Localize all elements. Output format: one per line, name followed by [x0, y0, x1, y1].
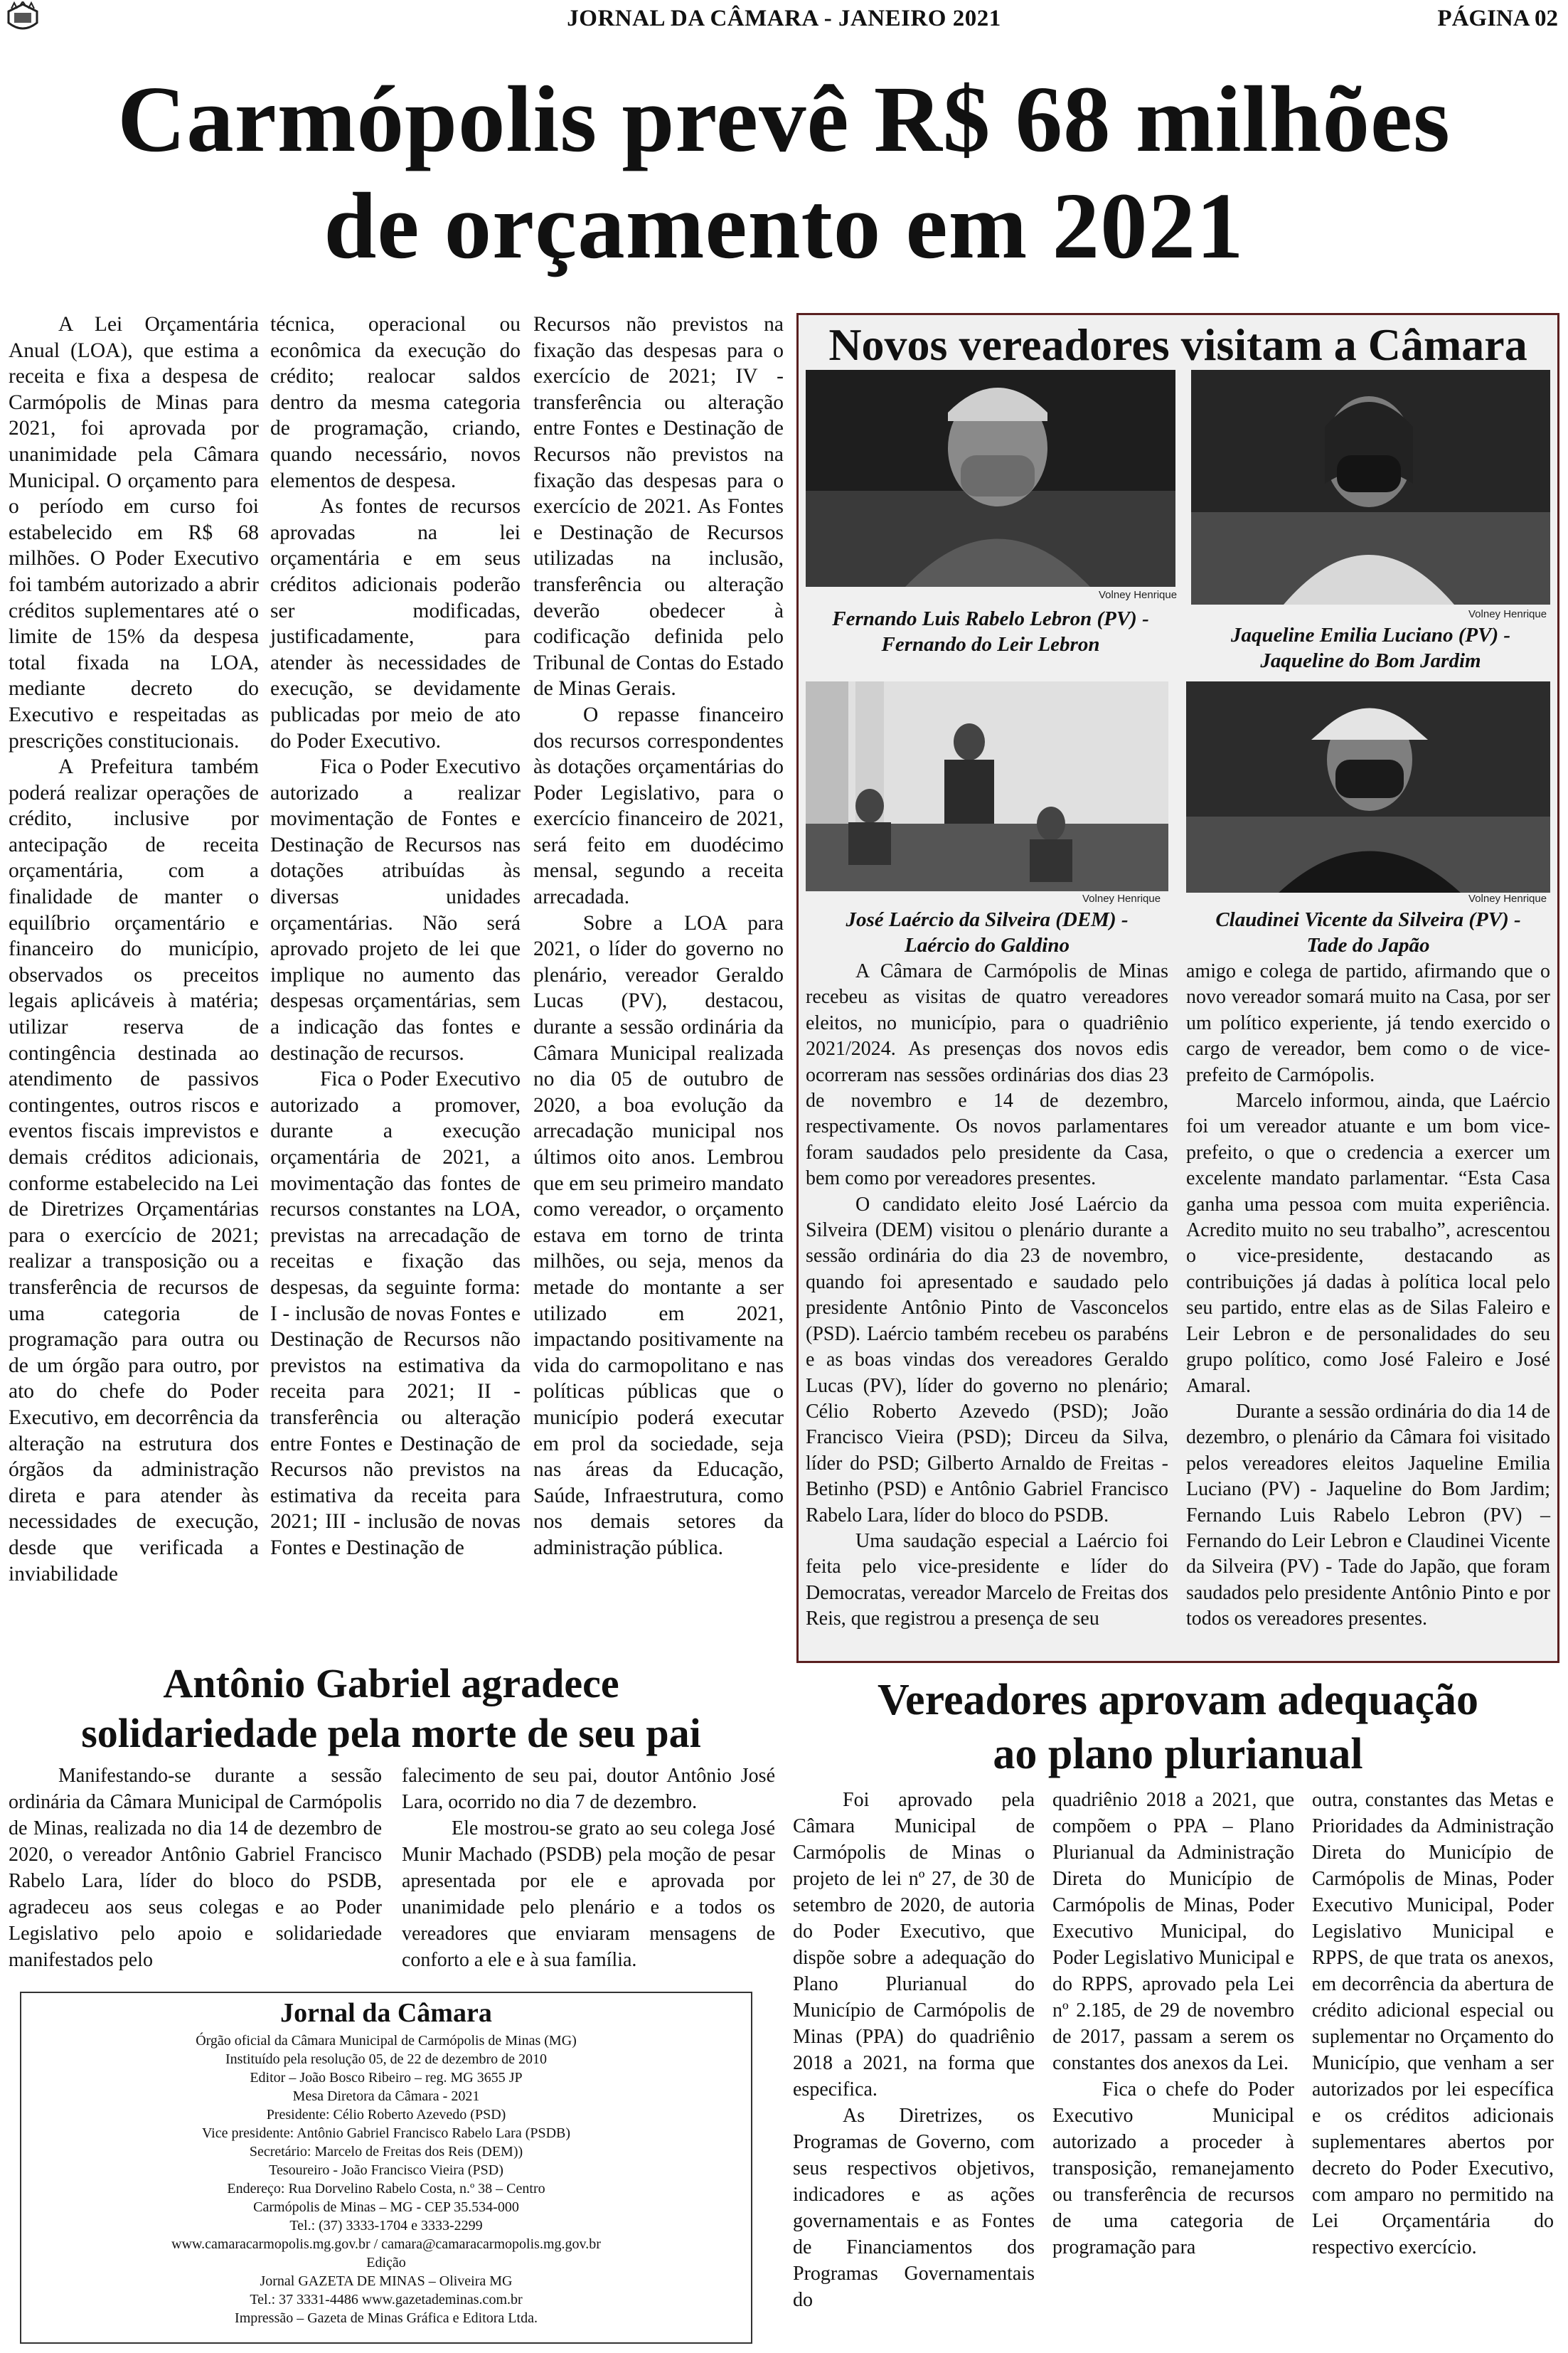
masthead-line: Editor – João Bosco Ribeiro – reg. MG 3655 JP: [250, 2070, 523, 2086]
masthead-line: Tel.: (37) 3333-1704 e 3333-2299: [289, 2218, 483, 2234]
masthead-line: Endereço: Rua Dorvelino Rabelo Costa, n.º 38 – Centro: [227, 2181, 545, 2197]
paragraph: Fica o Poder Executivo autorizado a promover, durante a execução orçamentária de 2021, a movimentação das fontes de recursos constantes na LOA, previstas na arrecadação de receitas e fixação das despesas, da seguinte forma: I - inclusão de novas Fontes e Destinação de Recursos não previstos na estimativa da receita para 2021; II - transferência ou alteração entre Fontes e Destinação de Recursos não previstos na estimativa da receita para 2021; III - inclusão de novas Fontes e Destinação de: [270, 1068, 521, 1559]
paragraph: Fica o chefe do Poder Executivo Municipal autorizado a proceder à transposição, remanejamento ou transferência de recursos de uma categoria de programação para: [1052, 2078, 1294, 2258]
ppa-article-title: Vereadores aprovam adequação ao plano plurianual: [877, 1676, 1479, 1778]
paragraph: quadriênio 2018 a 2021, que compõem o PPA – Plano Plurianual da Administração Direta do Município de Carmópolis de Minas, Poder Executivo Municipal, do Poder Legislativo Municipal e do RPPS, aprovado pela Lei nº 2.185, de 29 de novembro de 2017, passam a serem os constantes dos anexos da Lei.: [1052, 1789, 1294, 2074]
paragraph: Fica o Poder Executivo autorizado a realizar movimentação de Fontes e Destinação de Recursos nas dotações atribuídas às diversas unidades orçamentárias. Não será aprovado projeto de lei que implique no aumento das despesas orçamentárias, sem a indicação das fontes e destinação de recursos.: [270, 755, 521, 1065]
headline-line-2: de orçamento em 2021: [324, 173, 1244, 278]
masthead-line: Tesoureiro - João Francisco Vieira (PSD): [269, 2162, 503, 2178]
masthead-line: Jornal GAZETA DE MINAS – Oliveira MG: [260, 2273, 513, 2289]
photo-credit: Volney Henrique: [1099, 589, 1178, 601]
masthead-line: Instituído pela resolução 05, de 22 de dezembro de 2010: [225, 2051, 548, 2067]
page-number: PÁGINA 02: [1437, 6, 1558, 31]
masthead-line: Órgão oficial da Câmara Municipal de Carmópolis de Minas (MG): [196, 2033, 577, 2049]
paragraph: Sobre a LOA para 2021, o líder do governo no plenário, vereador Geraldo Lucas (PV), destacou, durante a sessão ordinária da Câmara Municipal realizada no dia 05 de outubro de 2020, a boa evolução da arrecadação municipal nos últimos oito anos. Lembrou que em seu primeiro mandato como vereador, o orçamento estava em torno de trinta milhões, ou seja, menos da metade do montante a ser utilizado em 2021, impactando positivamente na vida do carmopolitano e nas políticas públicas que o município poderá executar em prol da sociedade, seja nas áreas da Educação, Saúde, Infraestrutura, como nos demais setores da administração pública.: [533, 911, 784, 1559]
headline-line-1: Carmópolis prevê R$ 68 milhões: [117, 66, 1451, 171]
main-article-column-3: [533, 312, 784, 1561]
paragraph: A Câmara de Carmópolis de Minas recebeu as visitas de quatro vereadores eleitos, no município, para o quadriênio 2021/2024. As presenças dos novos edis ocorreram nas sessões ordinárias dos dias 23 de novembro e 14 de dezembro, respectivamente. Os novos parlamentares foram saudados pelo presidente da Casa, bem como por vereadores presentes.: [806, 960, 1168, 1190]
masthead-line: Vice presidente: Antônio Gabriel Francisco Rabelo Lara (PSDB): [201, 2125, 571, 2141]
photo-fernando: [806, 370, 1175, 587]
ppa-article-column-2: [1052, 1787, 1294, 2261]
photo-credit: Volney Henrique: [1468, 608, 1547, 620]
ppa-article-column-1: [793, 1787, 1035, 2313]
photo-credit: Volney Henrique: [1468, 893, 1547, 905]
main-article-column-1: [9, 312, 259, 1587]
paragraph: A Lei Orçamentária Anual (LOA), que estima a receita e fixa a despesa de Carmópolis de Minas para 2021, foi aprovada por unanimidade pela Câmara Municipal. O orçamento para o período em curso foi estabelecido em R$ 68 milhões. O Poder Executivo foi também autorizado a abrir créditos suplementares até o limite de 15% da despesa total fixada na LOA, mediante decreto do Executivo e respeitadas as prescrições constitucionais.: [9, 313, 259, 753]
masthead-line: Tel.: 37 3331-4486 www.gazetademinas.com.br: [250, 2292, 523, 2307]
paragraph: Recursos não previstos na fixação das despesas para o exercício de 2021; IV - transferência ou alteração entre Fontes e Destinação de Recursos não previstos na fixação das despesas para o exercício de 2021. As Fontes e Destinação de Recursos utilizadas na inclusão, transferência ou alteração deverão obedecer à codificação definida pelo Tribunal de Contas do Estado de Minas Gerais.: [533, 313, 784, 701]
box-article-column-2: [1186, 959, 1550, 1632]
photo-claudinei: [1186, 681, 1550, 893]
antonio-article-column-1: [9, 1763, 382, 1973]
paragraph: outra, constantes das Metas e Prioridades da Administração Direta do Município de Carmópolis de Minas, Poder Executivo Municipal, Poder Legislativo Municipal e RPPS, de que trata os anexos, em decorrência da abertura de crédito adicional especial ou suplementar no Orçamento do Município, que venham a ser autorizados por lei específica e os créditos adicionais suplementares abertos por decreto do Poder Executivo, com amparo no permitido na Lei Orçamentária do respectivo exercício.: [1312, 1789, 1554, 2258]
paragraph: Foi aprovado pela Câmara Municipal de Carmópolis de Minas o projeto de lei nº 27, de 30 de setembro de 2020, de autoria do Poder Executivo, que dispõe sobre a adequação do Plano Plurianual do Município de Carmópolis de Minas (PPA) do quadriênio 2018 a 2021, na forma que especifica.: [793, 1789, 1035, 2100]
paragraph: O candidato eleito José Laércio da Silveira (DEM) visitou o plenário durante a sessão ordinária do dia 23 de novembro, quando foi apresentado e saudado pelo presidente Antônio Pinto de Vasconcelos (PSD). Laércio também recebeu os parabéns e as boas vindas dos vereadores Geraldo Lucas (PV), líder do governo no plenário; Célio Roberto Azevedo (PSD); João Francisco Vieira (PSD); Dirceu da Silva, líder do PSD; Gilberto Arnaldo de Freitas - Betinho (PSD) e Antônio Gabriel Francisco Rabelo Lara, líder do bloco do PSDB.: [806, 1193, 1168, 1526]
caption-claudinei: Claudinei Vicente da Silveira (PV) - Tade do Japão: [1215, 908, 1521, 957]
paragraph: Ele mostrou-se grato ao seu colega José Munir Machado (PSDB) pela moção de pesar apresentada por ele e aprovada por unanimidade pelo plenário e a todos os vereadores que enviaram mensagens de conforto a ele e à sua família.: [402, 1817, 775, 1971]
photo-credit: Volney Henrique: [1082, 893, 1161, 905]
box-title: Novos vereadores visitam a Câmara: [828, 319, 1527, 370]
masthead-line: Impressão – Gazeta de Minas Gráfica e Editora Ltda.: [235, 2310, 538, 2326]
paragraph: Uma saudação especial a Laércio foi feita pelo vice-presidente e líder do Democratas, vereador Marcelo de Freitas dos Reis, que registrou a presença de seu: [806, 1529, 1168, 1630]
masthead-title: Jornal da Câmara: [280, 1998, 492, 2028]
paragraph: As fontes de recursos aprovadas na lei orçamentária e em seus créditos adicionais poderão ser modificadas, justificadamente, para atender às necessidades de execução, se devidamente publicadas por meio de ato do Poder Executivo.: [270, 495, 521, 753]
masthead-line: Presidente: Célio Roberto Azevedo (PSD): [266, 2107, 506, 2123]
main-headline: [0, 65, 1568, 279]
masthead-line: www.camaracarmopolis.mg.gov.br / camara@camaracarmopolis.mg.gov.br: [171, 2236, 601, 2252]
paragraph: A Prefeitura também poderá realizar operações de crédito, inclusive por antecipação de receita orçamentária, com a finalidade de manter o equilíbrio orçamentário e financeiro do município, observados os preceitos legais aplicáveis à matéria; utilizar reserva de contingência destinada ao atendimento de passivos contingentes, outros riscos e eventos fiscais imprevistos e demais créditos adicionais, conforme estabelecido na Lei de Diretrizes Orçamentárias para o exercício de 2021; realizar a transposição ou a transferência de recursos de uma categoria de programação para outra ou de um órgão para outro, por ato do chefe do Poder Executivo, em decorrência da alteração na estrutura dos órgãos da administração direta e para atender às necessidades de execução, desde que verificada a inviabilidade: [9, 755, 259, 1586]
paragraph: técnica, operacional ou econômica da execução do crédito; realocar saldos dentro da mesma categoria de programação, criando, quando necessário, novos elementos de despesa.: [270, 313, 521, 492]
paragraph: Marcelo informou, ainda, que Laércio foi um vereador atuante e um bom vice-prefeito, o que o credencia a exercer um excelente mandato parlamentar. “Esta Casa ganha uma pessoa com muita experiência. Acredito muito no seu trabalho”, acrescentou o vice-presidente, destacando as contribuições já dadas à política local pelo seu partido, entre elas as de Silas Faleiro e Leir Lebron e de personalidades do seu grupo político, como José Faleiro e José Amaral.: [1186, 1090, 1550, 1397]
masthead-line: Secretário: Marcelo de Freitas dos Reis (DEM)): [249, 2144, 523, 2160]
antonio-article-title: Antônio Gabriel agradece solidariedade pela morte de seu pai: [81, 1660, 701, 1756]
paragraph: falecimento de seu pai, doutor Antônio José Lara, ocorrido no dia 7 de dezembro.: [402, 1765, 775, 1813]
photo-jaqueline: [1191, 370, 1550, 605]
masthead-line: Edição: [366, 2255, 406, 2270]
photo-laercio: [806, 681, 1168, 891]
running-title: JORNAL DA CÂMARA - JANEIRO 2021: [567, 6, 1001, 31]
antonio-article-column-2: [402, 1763, 775, 1973]
masthead-line: Carmópolis de Minas – MG - CEP 35.534-000: [253, 2199, 519, 2215]
main-article-column-2: [270, 312, 521, 1561]
paragraph: Manifestando-se durante a sessão ordinária da Câmara Municipal de Carmópolis de Minas, realizada no dia 14 de dezembro de 2020, o vereador Antônio Gabriel Francisco Rabelo Lara, líder do bloco do PSDB, agradeceu aos seus colegas e ao Poder Legislativo pelo apoio e solidariedade manifestados pelo: [9, 1765, 382, 1971]
paragraph: amigo e colega de partido, afirmando que o novo vereador somará muito na Casa, por ser um político experiente, já tendo exercido o cargo de vereador, bem como o de vice-prefeito de Carmópolis.: [1186, 960, 1550, 1086]
caption-jaqueline: Jaqueline Emilia Luciano (PV) - Jaqueline do Bom Jardim: [1230, 624, 1511, 672]
caption-fernando: Fernando Luis Rabelo Lebron (PV) - Fernando do Leir Lebron: [832, 607, 1149, 656]
paragraph: Durante a sessão ordinária do dia 14 de dezembro, o plenário da Câmara foi visitado pelos vereadores eleitos Jaqueline Emilia Luciano (PV) - Jaqueline do Bom Jardim; Fernando Luis Rabelo Lebron (PV) – Fernando do Leir Lebron e Claudinei Vicente da Silveira (PV) - Tade do Japão, que foram saudados pelo presidente Antônio Pinto e por todos os vereadores presentes.: [1186, 1400, 1550, 1630]
paragraph: As Diretrizes, os Programas de Governo, com seus respectivos objetivos, indicadores e as ações governamentais e as Fontes de Financiamentos dos Programas Governamentais do: [793, 2105, 1035, 2311]
paragraph: O repasse financeiro dos recursos correspondentes às dotações orçamentárias do Poder Legislativo, para o exercício financeiro de 2021, será feito em duodécimo mensal, segundo a receita arrecadada.: [533, 703, 784, 909]
box-article-column-1: [806, 959, 1168, 1632]
masthead-line: Mesa Diretora da Câmara - 2021: [292, 2088, 480, 2104]
caption-laercio: José Laércio da Silveira (DEM) - Laércio do Galdino: [846, 908, 1129, 957]
masthead-lines: [20, 2031, 752, 2327]
ppa-article-column-3: [1312, 1787, 1554, 2261]
